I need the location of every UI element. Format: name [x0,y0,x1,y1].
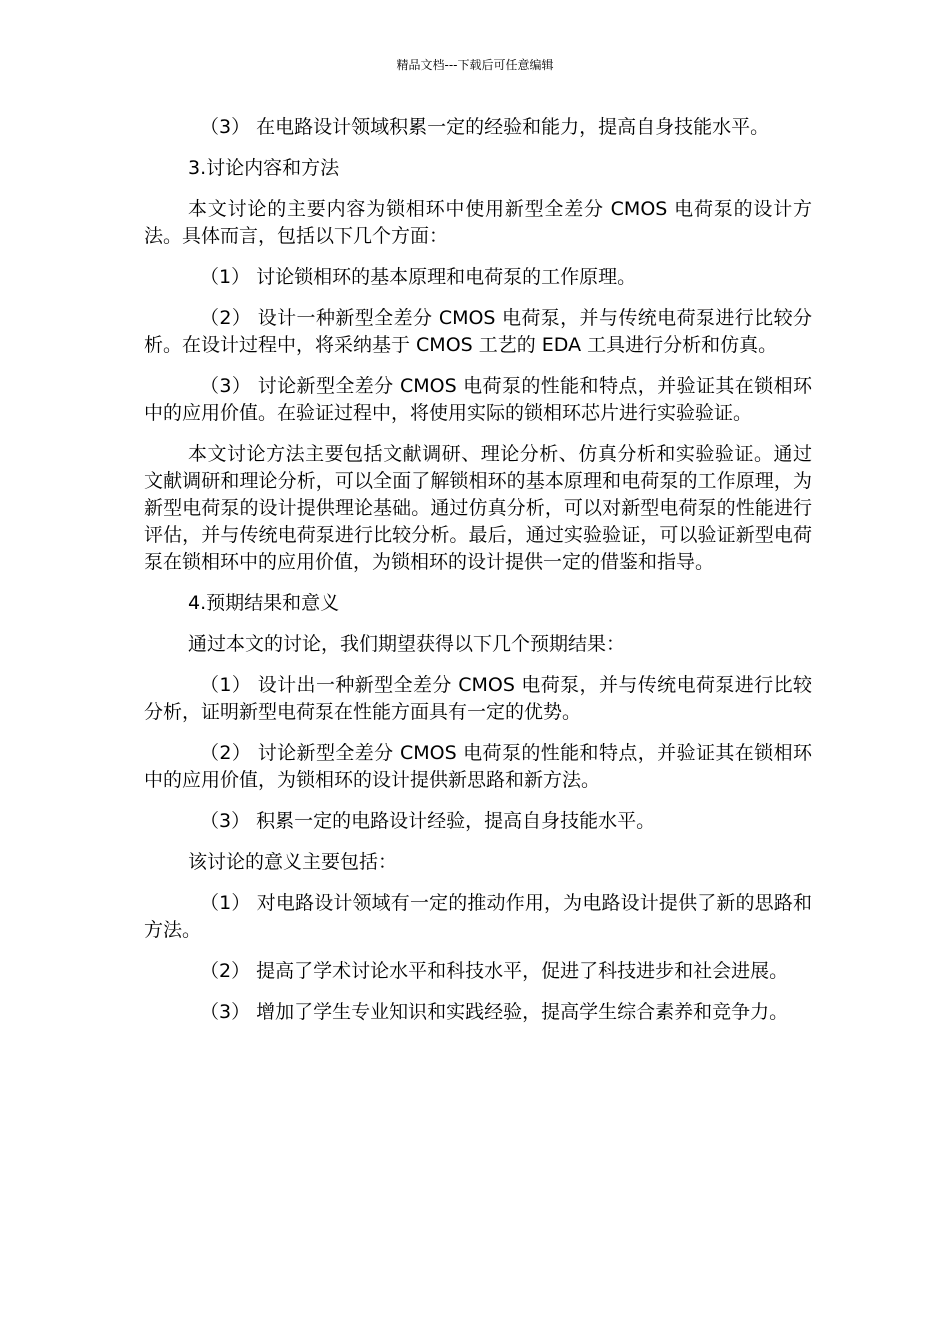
section-heading: 3.讨论内容和方法 [188,157,340,179]
section-heading: 4.预期结果和意义 [188,592,340,614]
list-item: （3） 积累一定的电路设计经验，提高自身技能水平。 [200,810,656,832]
list-item: （3） 在电路设计领域积累一定的经验和能力，提高自身技能水平。 [200,116,770,138]
list-item: （1） 对电路设计领域有一定的推动作用，为电路设计提供了新的思路和方法。 [144,892,812,941]
list-item: （1） 设计出一种新型全差分 CMOS 电荷泵，并与传统电荷泵进行比较分析，证明新型电荷泵在性能方面具有一定的优势。 [144,674,812,723]
page-header: 精品文档---下载后可任意编辑 [396,58,554,72]
list-item: （3） 讨论新型全差分 CMOS 电荷泵的性能和特点，并验证其在锁相环中的应用价值。在验证过程中，将使用实际的锁相环芯片进行实验验证。 [144,375,812,424]
list-item: （1） 讨论锁相环的基本原理和电荷泵的工作原理。 [200,266,637,288]
list-item: （2） 提高了学术讨论水平和科技水平，促进了科技进步和社会进展。 [200,960,789,982]
list-item: （2） 设计一种新型全差分 CMOS 电荷泵，并与传统电荷泵进行比较分析。在设计过程中，将采纳基于 CMOS 工艺的 EDA 工具进行分析和仿真。 [144,307,812,356]
list-item: （2） 讨论新型全差分 CMOS 电荷泵的性能和特点，并验证其在锁相环中的应用价值，为锁相环的设计提供新思路和新方法。 [144,742,812,791]
paragraph: 本文讨论的主要内容为锁相环中使用新型全差分 CMOS 电荷泵的设计方法。具体而言，包括以下几个方面： [144,198,812,247]
list-item: （3） 增加了学生专业知识和实践经验，提高学生综合素养和竞争力。 [200,1001,789,1023]
document-body [144,114,812,1026]
paragraph: 本文讨论方法主要包括文献调研、理论分析、仿真分析和实验验证。通过文献调研和理论分析，可以全面了解锁相环的基本原理和电荷泵的工作原理，为新型电荷泵的设计提供理论基础。通过仿真分析，可以对新型电荷泵的性能进行评估，并与传统电荷泵进行比较分析。最后，通过实验验证，可以验证新型电荷泵在锁相环中的应用价值，为锁相环的设计提供一定的借鉴和指导。 [144,443,812,573]
paragraph: 该讨论的意义主要包括： [188,851,398,873]
paragraph: 通过本文的讨论，我们期望获得以下几个预期结果： [188,633,626,655]
